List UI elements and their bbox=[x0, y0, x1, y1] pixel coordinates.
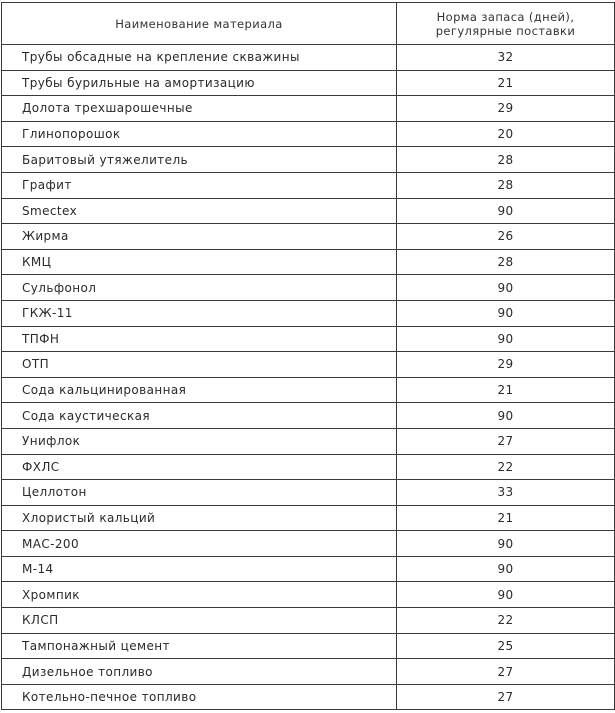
material-name-cell: Хромпик bbox=[2, 582, 397, 608]
stock-norm-cell: 26 bbox=[397, 224, 615, 250]
header-stock-norm-line1: Норма запаса (дней), bbox=[436, 9, 575, 24]
table-row bbox=[2, 505, 615, 531]
material-name-cell: МАС-200 bbox=[2, 531, 397, 557]
table-row bbox=[2, 70, 615, 96]
header-stock-norm bbox=[397, 3, 615, 45]
material-name-cell: КЛСП bbox=[2, 608, 397, 634]
table-row bbox=[2, 249, 615, 275]
stock-norm-cell: 90 bbox=[397, 300, 615, 326]
material-name-cell: Дизельное топливо bbox=[2, 659, 397, 685]
stock-norm-cell: 21 bbox=[397, 377, 615, 403]
table-row bbox=[2, 96, 615, 122]
table-row bbox=[2, 633, 615, 659]
material-name-cell: Smectex bbox=[2, 198, 397, 224]
stock-norm-cell: 27 bbox=[397, 428, 615, 454]
material-name-cell: М-14 bbox=[2, 556, 397, 582]
stock-norm-cell: 90 bbox=[397, 198, 615, 224]
stock-norm-cell: 90 bbox=[397, 275, 615, 301]
table-body bbox=[2, 45, 615, 710]
stock-norm-cell: 20 bbox=[397, 121, 615, 147]
table-row bbox=[2, 300, 615, 326]
stock-norm-cell: 90 bbox=[397, 326, 615, 352]
stock-norm-cell: 27 bbox=[397, 684, 615, 710]
table-row bbox=[2, 352, 615, 378]
material-name-cell: Целлотон bbox=[2, 480, 397, 506]
table-row bbox=[2, 198, 615, 224]
stock-norm-cell: 90 bbox=[397, 531, 615, 557]
table-row bbox=[2, 275, 615, 301]
table-row bbox=[2, 531, 615, 557]
material-name-cell: Долота трехшарошечные bbox=[2, 96, 397, 122]
table-header-row bbox=[2, 3, 615, 45]
table-row bbox=[2, 377, 615, 403]
stock-norm-cell: 25 bbox=[397, 633, 615, 659]
material-name-cell: Сульфонол bbox=[2, 275, 397, 301]
stock-norm-cell: 21 bbox=[397, 70, 615, 96]
table-row bbox=[2, 121, 615, 147]
stock-norm-cell: 29 bbox=[397, 352, 615, 378]
material-name-cell: Хлористый кальций bbox=[2, 505, 397, 531]
material-name-cell: Тампонажный цемент bbox=[2, 633, 397, 659]
stock-norm-cell: 27 bbox=[397, 659, 615, 685]
material-name-cell: Трубы обсадные на крепление скважины bbox=[2, 45, 397, 71]
stock-norm-cell: 22 bbox=[397, 454, 615, 480]
table-row bbox=[2, 659, 615, 685]
material-name-cell: Сода каустическая bbox=[2, 403, 397, 429]
table-row bbox=[2, 480, 615, 506]
table-row bbox=[2, 684, 615, 710]
header-material-name: Наименование материала bbox=[2, 3, 397, 45]
table-row bbox=[2, 556, 615, 582]
material-name-cell: Трубы бурильные на амортизацию bbox=[2, 70, 397, 96]
material-name-cell: Жирма bbox=[2, 224, 397, 250]
stock-norm-cell: 90 bbox=[397, 556, 615, 582]
table-row bbox=[2, 172, 615, 198]
stock-norm-cell: 21 bbox=[397, 505, 615, 531]
material-name-cell: ТПФН bbox=[2, 326, 397, 352]
table-row bbox=[2, 224, 615, 250]
material-name-cell: ГКЖ-11 bbox=[2, 300, 397, 326]
stock-norm-cell: 90 bbox=[397, 403, 615, 429]
material-name-cell: Сода кальцинированная bbox=[2, 377, 397, 403]
stock-norm-cell: 32 bbox=[397, 45, 615, 71]
materials-stock-table bbox=[1, 2, 615, 710]
stock-norm-cell: 29 bbox=[397, 96, 615, 122]
header-stock-norm-line2: регулярные поставки bbox=[435, 23, 576, 38]
stock-norm-cell: 28 bbox=[397, 249, 615, 275]
table-row bbox=[2, 147, 615, 173]
material-name-cell: Глинопорошок bbox=[2, 121, 397, 147]
material-name-cell: Котельно-печное топливо bbox=[2, 684, 397, 710]
table-row bbox=[2, 582, 615, 608]
stock-norm-cell: 28 bbox=[397, 147, 615, 173]
table-row bbox=[2, 454, 615, 480]
table-row bbox=[2, 326, 615, 352]
material-name-cell: ФХЛС bbox=[2, 454, 397, 480]
stock-norm-cell: 22 bbox=[397, 608, 615, 634]
stock-norm-cell: 90 bbox=[397, 582, 615, 608]
material-name-cell: ОТП bbox=[2, 352, 397, 378]
table-row bbox=[2, 428, 615, 454]
stock-norm-cell: 28 bbox=[397, 172, 615, 198]
material-name-cell: КМЦ bbox=[2, 249, 397, 275]
table-row bbox=[2, 403, 615, 429]
table-row bbox=[2, 608, 615, 634]
material-name-cell: Баритовый утяжелитель bbox=[2, 147, 397, 173]
material-name-cell: Графит bbox=[2, 172, 397, 198]
table-row bbox=[2, 45, 615, 71]
stock-norm-cell: 33 bbox=[397, 480, 615, 506]
material-name-cell: Унифлок bbox=[2, 428, 397, 454]
